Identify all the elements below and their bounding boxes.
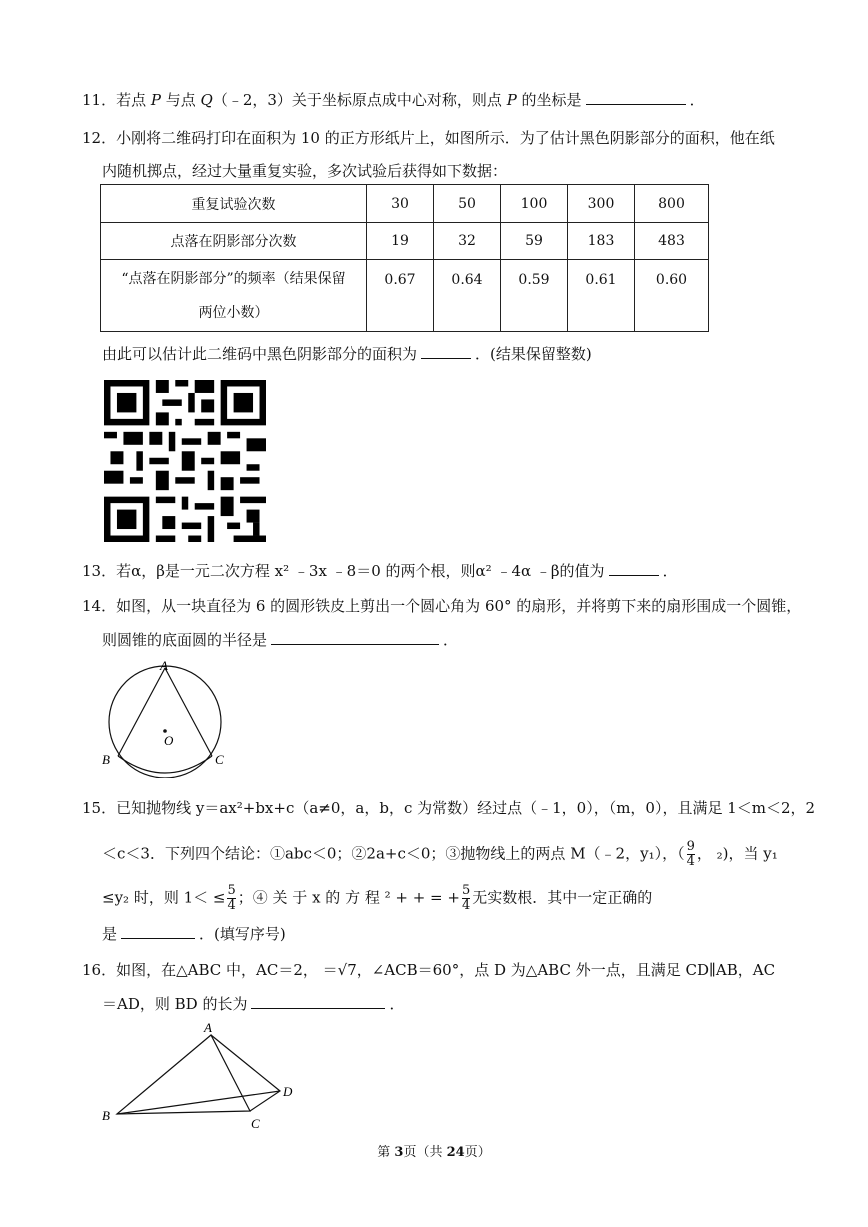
- answer-blank[interactable]: [421, 344, 471, 359]
- frequency-table: [100, 184, 709, 332]
- answer-blank[interactable]: [271, 630, 439, 645]
- triangle-figure: [98, 1018, 308, 1136]
- question-16-line2: ＝AD，则 BD 的长为 ．: [102, 995, 405, 1013]
- label-D: D: [283, 1084, 293, 1099]
- question-14-line2: 则圆锥的底面圆的半径是 ．: [102, 631, 459, 649]
- question-12: 12．小刚将二维码打印在面积为 10 的正方形纸片上，如图所示．为了估计黑色阴影部分的面积，他在纸: [82, 129, 775, 147]
- table-row: “点落在阴影部分”的频率（结果保留 两位小数） 0.67 0.64 0.59 0.61 0.60: [101, 260, 709, 332]
- label-C: C: [251, 1116, 260, 1131]
- fraction: $\frac{5}{4}$: [227, 883, 236, 913]
- fraction: $\frac{9}{4}$: [686, 839, 695, 869]
- question-15-line2: ＜c＜3．下列四个结论：①abc＜0；②2a+c＜0；③抛物线上的两点 M（﹣2，y₁），（ $\frac{9}{4}$ ， ₂)，当 y₁: [102, 839, 778, 869]
- answer-blank[interactable]: [251, 994, 385, 1009]
- circle-sector-figure: [98, 658, 238, 778]
- question-12-tail: 由此可以估计此二维码中黑色阴影部分的面积为 ．(结果保留整数): [102, 345, 592, 363]
- label-O: O: [164, 733, 174, 748]
- label-B: B: [102, 1108, 110, 1123]
- qr-code-image: [104, 380, 266, 542]
- table-row: 重复试验次数 30 50 100 300 800: [101, 185, 709, 223]
- label-A: A: [204, 1020, 212, 1035]
- answer-blank[interactable]: [121, 924, 195, 939]
- question-12-line2: 内随机掷点，经过大量重复实验，多次试验后获得如下数据：: [102, 162, 508, 180]
- question-13: 13．若α，β是一元二次方程 x² ﹣3x ﹣8＝0 的两个根，则α² ﹣4α ﹣β的值为 ．: [82, 562, 678, 580]
- label-C: C: [215, 752, 224, 767]
- answer-blank[interactable]: [586, 90, 686, 105]
- question-14: 14．如图，从一块直径为 6 的圆形铁皮上剪出一个圆心角为 60° 的扇形，并将剪下来的扇形围成一个圆锥，: [82, 597, 802, 615]
- question-11: 11．若点 P 与点 Q（﹣2，3）关于坐标原点成中心对称，则点 P 的坐标是 ．: [82, 91, 705, 109]
- question-15-line3: ≤y₂ 时，则 1＜ ≤ $\frac{5}{4}$ ；④ 关 于 x 的 方 程 ² + + = + $\frac{5}{4}$ 无实数根．其中一定正确的: [102, 883, 653, 913]
- answer-blank[interactable]: [609, 561, 659, 576]
- question-15: 15．已知抛物线 y＝ax²+bx+c（a≠0，a，b，c 为常数）经过点（﹣1，0），（m，0），且满足 1＜m＜2，2: [82, 799, 816, 817]
- page-footer: 第 3页（共 24页）: [377, 1145, 491, 1160]
- fraction: $\frac{5}{4}$: [461, 883, 471, 913]
- label-B: B: [102, 752, 110, 767]
- table-row: 点落在阴影部分次数 19 32 59 183 483: [101, 223, 709, 260]
- label-A: A: [160, 658, 168, 673]
- question-16: 16．如图，在△ABC 中，AC＝2， ＝√7，∠ACB＝60°，点 D 为△ABC 外一点，且满足 CD∥AB，AC: [82, 961, 776, 979]
- question-15-line4: 是 ．(填写序号): [102, 925, 286, 943]
